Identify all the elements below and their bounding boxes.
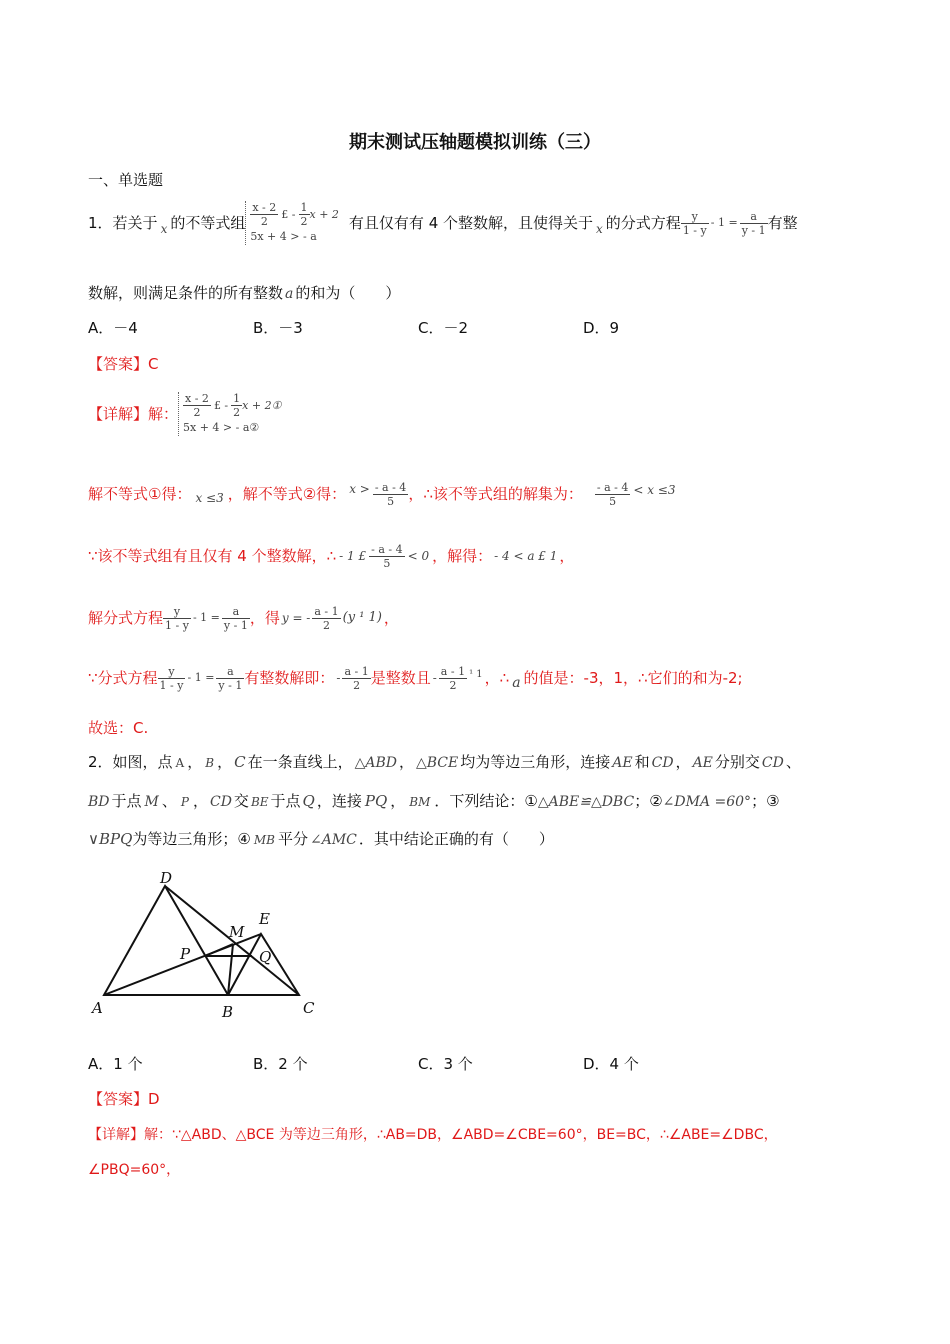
q1-d-rest: x + 2① bbox=[242, 399, 282, 412]
q2-l2e: ．下列结论：① bbox=[434, 792, 538, 810]
q2-cd: CD bbox=[651, 755, 674, 771]
q1-option-b: B．－3 bbox=[253, 319, 303, 337]
q2-line1 bbox=[88, 752, 801, 773]
q2-point-a: A bbox=[175, 756, 185, 770]
q2-detail-2: ∠PBQ=60°， bbox=[88, 1162, 181, 1178]
q2-point-c: C bbox=[234, 753, 246, 771]
q1-d-half-den: 2 bbox=[233, 406, 241, 419]
q1-sys-half-num: 1 bbox=[300, 201, 308, 214]
q2-cd3: CD bbox=[209, 794, 232, 810]
q2-angle-amc: ∠AMC bbox=[309, 832, 357, 848]
q1-s4f4-den: 2 bbox=[449, 678, 457, 692]
q1-s3b: ，得 bbox=[249, 609, 280, 627]
q1-s3f2-den: y - 1 bbox=[223, 618, 248, 632]
q1-s4m2: - bbox=[336, 671, 341, 685]
q1-answer: 【答案】C bbox=[88, 355, 159, 373]
q2-l1f: 、 bbox=[785, 753, 801, 771]
q1-s4d: ，∴ bbox=[484, 669, 510, 687]
q2-point-q: Q bbox=[302, 792, 315, 810]
q1-s1m: x ≤3 bbox=[195, 491, 224, 505]
q1-line2b: 的和为（ ） bbox=[295, 284, 401, 302]
q2-tri-abd: △ABD bbox=[354, 755, 397, 771]
q1-s2a: ∵该不等式组有且仅有 4 个整数解，∴ bbox=[88, 547, 337, 565]
q1-d-line2: 5x + 4 > - a② bbox=[183, 421, 260, 434]
q1-s1f2-den: 5 bbox=[609, 494, 617, 508]
segment-ae bbox=[104, 934, 261, 995]
q1-line2a: 数解，则满足条件的所有整数 bbox=[88, 284, 284, 302]
q2-sep: ， bbox=[390, 792, 406, 810]
q1-s4var: a bbox=[512, 675, 521, 691]
q1-s2f-num: - a - 4 bbox=[371, 542, 403, 556]
q1-text4: 的分式方程 bbox=[605, 214, 681, 232]
q2-l1b: 在一条直线上， bbox=[247, 753, 353, 771]
label-c: C bbox=[303, 999, 315, 1017]
q2-l3c: ．其中结论正确的有（ ） bbox=[358, 830, 554, 848]
q1-step2 bbox=[88, 538, 574, 574]
q1-s4b: 有整数解即： bbox=[244, 669, 335, 687]
q2-l1a: 2．如图，点 bbox=[88, 753, 173, 771]
q1-d-half-num: 1 bbox=[233, 392, 241, 405]
q2-sep: 、 bbox=[161, 792, 177, 810]
q1-s2c: ， bbox=[559, 547, 575, 565]
q2-tri-bce: △BCE bbox=[415, 755, 459, 771]
q1-text2: 的不等式组 bbox=[170, 214, 246, 232]
q2-l2d: ，连接 bbox=[316, 792, 362, 810]
q1-text5: 有整 bbox=[767, 214, 798, 232]
q1-line2 bbox=[88, 283, 400, 304]
q2-point-p: P bbox=[180, 795, 189, 809]
q1-s1f2-num: - a - 4 bbox=[596, 480, 629, 494]
q1-step3 bbox=[88, 600, 399, 636]
label-p: P bbox=[180, 945, 191, 963]
q1-var-a: a bbox=[285, 286, 294, 302]
q2-detail: 【详解】解：∵△ABD、△BCE 为等边三角形，∴AB=DB，∠ABD=∠CBE=60°，BE=BC，∴∠ABE=∠DBC， bbox=[88, 1127, 778, 1143]
q1-s4e: 的值是：-3，1，∴它们的和为-2; bbox=[523, 669, 743, 687]
q1-d-frac-num: x - 2 bbox=[185, 392, 209, 405]
q1-s4m3: - bbox=[432, 671, 437, 685]
q1-s1b: ，解不等式②得： bbox=[227, 485, 347, 503]
q2-sep: ， bbox=[187, 753, 203, 771]
q1-text3: 有且仅有有 4 个整数解，且使得关于 bbox=[348, 214, 594, 232]
q1-s4f3-den: 2 bbox=[353, 678, 361, 692]
q1-eq-right-num: a bbox=[740, 210, 768, 224]
label-b: B bbox=[222, 1003, 234, 1021]
q1-s3f1-num: y bbox=[163, 605, 191, 619]
q2-l3a: 为等边三角形；④ bbox=[132, 830, 251, 848]
page-title: 期末测试压轴题模拟训练（三） bbox=[349, 132, 601, 153]
q1-s4f2-den: y - 1 bbox=[218, 678, 243, 692]
q1-s1a: 解不等式①得： bbox=[88, 485, 192, 503]
q1-option-c: C．－2 bbox=[418, 319, 469, 337]
q2-line3 bbox=[88, 829, 554, 850]
q2-ae2: AE bbox=[692, 755, 713, 771]
q1-s2b: ，解得： bbox=[432, 547, 493, 565]
q1-d-op: £ - bbox=[213, 399, 229, 412]
q1-step1 bbox=[88, 476, 675, 512]
q2-l3b: 平分 bbox=[277, 830, 308, 848]
q1-step4 bbox=[88, 660, 743, 696]
section-heading: 一、单选题 bbox=[88, 171, 164, 189]
q1-sys-rest: x + 2 bbox=[309, 208, 339, 221]
q1-final: 故选：C. bbox=[88, 719, 149, 737]
q2-l2g: ；③ bbox=[751, 792, 780, 810]
q1-sys-op: £ - bbox=[281, 208, 296, 221]
q2-l1d: 和 bbox=[634, 753, 650, 771]
label-d: D bbox=[160, 869, 173, 887]
q1-eq-right-den: y - 1 bbox=[741, 223, 766, 237]
triangle-abd bbox=[104, 886, 228, 995]
q1-var-x: x bbox=[160, 222, 168, 236]
q1-option-d: D．9 bbox=[583, 319, 620, 337]
label-m: M bbox=[229, 923, 245, 941]
q1-eq-mid: - 1 = bbox=[710, 216, 738, 229]
q1-detail-label: 【详解】解： bbox=[88, 405, 179, 423]
q1-s4f1-den: 1 - y bbox=[159, 678, 184, 692]
q2-l1e: 分别交 bbox=[714, 753, 760, 771]
q1-s3f3-den: 2 bbox=[323, 618, 331, 632]
q1-s4f3-num: a - 1 bbox=[344, 664, 369, 678]
q1-s3m3: (y ¹ 1) bbox=[342, 610, 382, 625]
q1-s3m: - 1 = bbox=[192, 611, 220, 624]
q1-detail-line bbox=[88, 386, 281, 442]
q2-l1c: 均为等边三角形，连接 bbox=[460, 753, 611, 771]
q2-ae: AE bbox=[612, 755, 633, 771]
q2-point-m: M bbox=[144, 794, 159, 810]
q1-line1 bbox=[88, 198, 798, 248]
q2-point-b: B bbox=[205, 756, 215, 770]
q2-option-d: D．4 个 bbox=[583, 1055, 639, 1073]
q1-s4f2-num: a bbox=[216, 665, 244, 679]
q1-s4m4: ¹ 1 bbox=[469, 669, 483, 680]
q1-var-x2: x bbox=[596, 222, 603, 236]
q1-eq-left-den: 1 - y bbox=[682, 223, 707, 237]
q1-s3a: 解分式方程 bbox=[88, 609, 164, 627]
q1-s3f3-num: a - 1 bbox=[314, 604, 339, 618]
q2-answer: 【答案】D bbox=[88, 1090, 160, 1108]
q1-number: 1． bbox=[88, 214, 113, 232]
q1-eq-left-num: y bbox=[681, 210, 709, 224]
q1-s4f4-num: a - 1 bbox=[440, 664, 466, 678]
q2-option-a: A．1 个 bbox=[88, 1055, 143, 1073]
label-e: E bbox=[259, 910, 270, 928]
q1-detail-system bbox=[178, 392, 281, 436]
q1-d-frac-den: 2 bbox=[193, 406, 201, 419]
q1-s2f-den: 5 bbox=[383, 556, 391, 570]
q2-option-c: C．3 个 bbox=[418, 1055, 473, 1073]
q2-l2a: 于点 bbox=[111, 792, 142, 810]
q2-cd2: CD bbox=[761, 755, 784, 771]
q1-option-a: A．－4 bbox=[88, 319, 138, 337]
q1-s4m: - 1 = bbox=[187, 671, 215, 684]
q1-sys-frac-den: 2 bbox=[260, 215, 268, 228]
q1-s3f1-den: 1 - y bbox=[165, 618, 189, 632]
q2-bm: BM bbox=[409, 795, 431, 809]
q1-s2m: - 1 £ bbox=[339, 549, 367, 563]
q1-s1m3: < x ≤3 bbox=[633, 483, 676, 497]
q1-s2m2: < 0 bbox=[407, 549, 430, 563]
q2-sep: ， bbox=[192, 792, 208, 810]
q1-text1: 若关于 bbox=[112, 214, 158, 232]
segment-pb-extra bbox=[205, 944, 233, 956]
q2-sep: ， bbox=[217, 753, 233, 771]
q1-s4f1-num: y bbox=[158, 665, 186, 679]
q2-figure bbox=[88, 866, 328, 1026]
q1-s2m3: - 4 < a £ 1 bbox=[494, 549, 558, 563]
q1-s1f-den: 5 bbox=[387, 494, 395, 508]
q1-s4c: 是整数且 bbox=[370, 669, 431, 687]
q1-sys-frac-num: x - 2 bbox=[252, 201, 277, 214]
q1-sys-half-den: 2 bbox=[300, 215, 308, 228]
q2-l2b: 交 bbox=[233, 792, 249, 810]
q1-s3f2-num: a bbox=[222, 605, 250, 619]
q2-sep: ， bbox=[675, 753, 691, 771]
q1-s4a: ∵分式方程 bbox=[88, 669, 158, 687]
q2-line2 bbox=[88, 791, 780, 812]
q2-option-b: B．2 个 bbox=[253, 1055, 308, 1073]
q2-mb: MB bbox=[253, 833, 275, 847]
q1-inequality-system bbox=[245, 201, 339, 245]
q1-s1m2: x > bbox=[349, 482, 370, 496]
q1-s3c: ， bbox=[383, 609, 399, 627]
q2-tri-bpq: ∨BPQ bbox=[88, 830, 133, 848]
q2-l2c: 于点 bbox=[270, 792, 301, 810]
q2-angle-dma: ∠DMA =60° bbox=[662, 794, 752, 810]
q2-bd: BD bbox=[88, 794, 110, 810]
q2-sep: ， bbox=[398, 753, 414, 771]
label-a: A bbox=[92, 999, 103, 1017]
q1-sys-line2: 5x + 4 > - a bbox=[250, 230, 317, 243]
q2-pq: PQ bbox=[364, 792, 388, 810]
q2-congruence: △ABE≌△DBC bbox=[537, 794, 635, 810]
q2-be: BE bbox=[250, 795, 269, 809]
q1-s1c: ，∴该不等式组的解集为： bbox=[408, 485, 583, 503]
q2-l2f: ；② bbox=[634, 792, 663, 810]
label-q: Q bbox=[259, 948, 272, 966]
q1-s1f-num: - a - 4 bbox=[374, 480, 407, 494]
q1-s3m2: y = - bbox=[281, 611, 311, 625]
